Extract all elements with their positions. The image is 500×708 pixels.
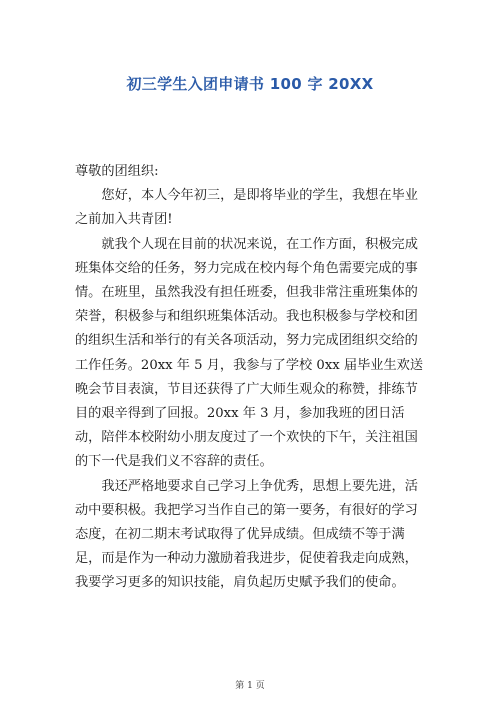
page-number: 第 1 页 — [235, 681, 265, 691]
document-body — [75, 160, 427, 596]
document-title: 初三学生入团申请书 100 字 20XX — [126, 75, 374, 93]
paragraph-study-attitude: 我还严格地要求自己学习上争优秀，思想上要先进，活动中要积极。我把学习当作自己的第一要务，有很好的学习态度，在初二期末考试取得了优异成绩。但成绩不等于满足，而是作为一种动力激励着我进步，促使着我走向成熟，我要学习更多的知识技能，肩负起历史赋予我们的使命。 — [75, 478, 418, 591]
salutation: 尊敬的团组织: — [75, 164, 159, 179]
paragraph-greeting: 您好，本人今年初三，是即将毕业的学生，我想在毕业之前加入共青团! — [75, 188, 418, 228]
paragraph-work-activities: 就我个人现在目前的状况来说，在工作方面，积极完成班集体交给的任务，努力完成在校内每个角色需要完成的事情。在班里，虽然我没有担任班委，但我非常注重班集体的荣誉，积极参与和组织班集体活动。我也积极参与学校和团的组织生活和举行的有关各项活动，努力完成团组织交给的工作任务。20xx 年 5 月，我参与了学校 0xx 届毕业生欢送晚会节目表演，节目还获得了广大师生观众的称赞，排练节目的艰辛得到了回报。20xx 年 3 月，参加我班的团日活动，陪伴本校附幼小朋友度过了一个欢快的下午，关注祖国的下一代是我们义不容辞的责任。 — [75, 236, 424, 470]
